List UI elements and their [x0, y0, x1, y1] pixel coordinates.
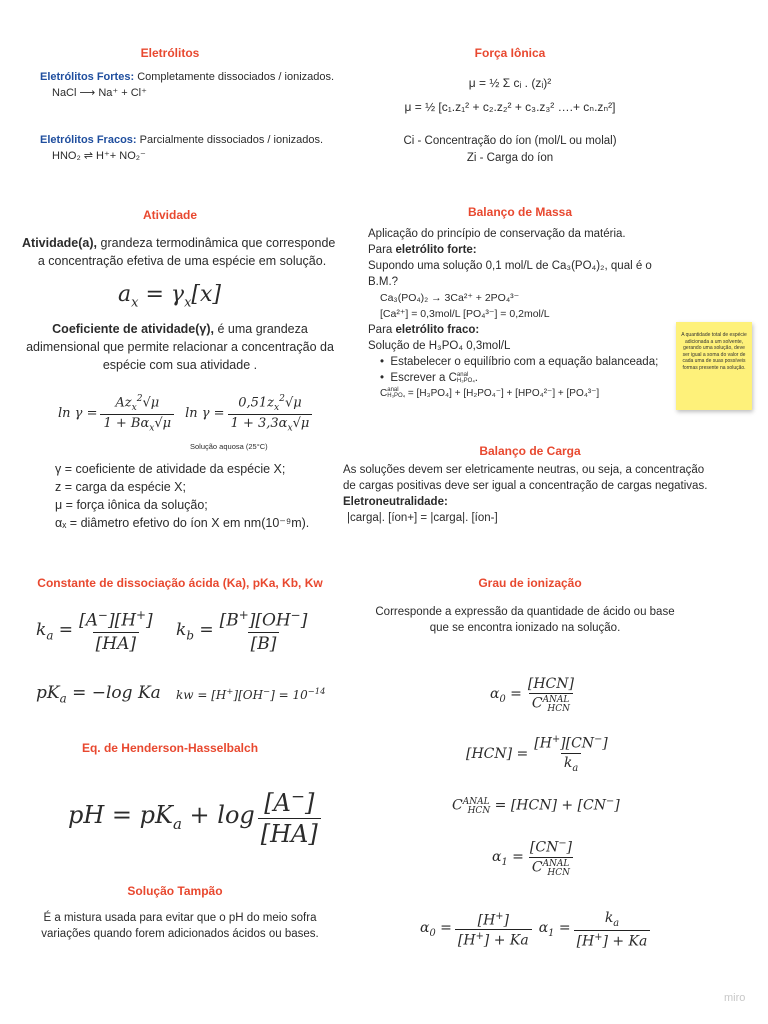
- balanco-massa-title: Balanço de Massa: [467, 205, 573, 219]
- coef-line-1: é uma grandeza: [217, 322, 308, 336]
- forca-def-2: Zi - Carga do íon: [466, 152, 554, 164]
- balanco-carga-body: [343, 462, 743, 526]
- coef-bold: Coeficiente de atividade(γ),: [52, 322, 215, 336]
- bm-line-2-pre: Para: [368, 244, 393, 256]
- atividade-intro-2: a concentração efetiva de uma espécie em solução.: [37, 254, 327, 268]
- fortes-text: Completamente dissociados / ionizados.: [137, 71, 335, 83]
- coef-line-2: adimensional que permite relacionar a concentração da: [26, 340, 334, 354]
- forca-formula-2: μ = ½ [c₁.z₁² + c₂.z₂² + c₃.z₃² ….+ cₙ.zₙ²]: [404, 100, 616, 114]
- fracos-label: Eletrólitos Fracos:: [40, 134, 137, 146]
- atividade-title: Atividade: [142, 208, 197, 222]
- atividade-formula: $a_x = \gamma_x[x]$: [118, 282, 221, 311]
- def-alpha: αₓ = diâmetro efetivo do íon X em nm(10⁻⁹m).: [55, 516, 310, 530]
- bm-bullet-1: • Estabelecer o equilíbrio com a equação balanceada;: [380, 356, 659, 368]
- atividade-intro-1: grandeza termodinâmica que corresponde: [100, 236, 336, 250]
- balanco-massa-body: [368, 226, 678, 402]
- sticky-note[interactable]: A quantidade total de espécie adicionada a um solvente, gerando uma solução, deve ser igual a soma do valor de cada uma de suas possíveis formas presente na solução.: [676, 322, 752, 410]
- eletrolitos-fracos: [40, 133, 360, 148]
- def-z: z = carga da espécie X;: [55, 480, 186, 494]
- bm-bullet-2-text: Escrever a C: [390, 372, 457, 384]
- tampao-line-1: É a mistura usada para evitar que o pH do meio sofra: [43, 912, 317, 924]
- tampao-line-2: variações quando forem adicionados ácidos ou bases.: [41, 928, 319, 940]
- coef-line-3: espécie com sua atividade .: [102, 358, 258, 372]
- bm-line-5: [Ca²⁺] = 0,3mol/L [PO₄³⁻] = 0,2mol/L: [380, 308, 550, 320]
- bm-line-8: C anal H₃PO₄ = [H₃PO₄] + [H₂PO₄⁻] + [HPO₄²⁻] + [PO₄³⁻]: [380, 387, 600, 400]
- def-mu: μ = força iônica da solução;: [55, 498, 208, 512]
- bm-line-1: Aplicação do princípio de conservação da matéria.: [368, 228, 626, 240]
- bm-bullet-1-text: Estabelecer o equilíbrio com a equação balanceada;: [390, 356, 659, 368]
- atividade-intro: [22, 234, 342, 270]
- bm-line-8-sub: H₃PO₄: [387, 393, 406, 400]
- bm-line-4: Ca₃(PO₄)₂ → 3Ca²⁺ + 2PO₄³⁻: [380, 292, 520, 304]
- ka-formula: $k_a$ = $\frac{[A^-][H^+]}{[HA]}$: [36, 608, 153, 654]
- bm-line-6-bold: eletrólito fraco:: [395, 324, 480, 336]
- bc-line-4: |carga|. [íon+] = |carga|. [íon-]: [347, 512, 498, 524]
- grau-title: Grau de ionização: [478, 576, 582, 590]
- bm-line-2-bold: eletrólito forte:: [395, 244, 477, 256]
- def-gamma: γ = coeficiente de atividade da espécie X;: [55, 462, 286, 476]
- eletrolitos-fortes: [40, 70, 350, 85]
- grau-line-1: Corresponde a expressão da quantidade de ácido ou base: [375, 606, 675, 618]
- coeficiente-text: [20, 320, 340, 374]
- eletrolitos-title: Eletrólitos: [140, 46, 200, 60]
- bc-line-2: de cargas positivas deve ser igual a concentração de cargas negativas.: [343, 480, 708, 492]
- atividade-definitions: [55, 460, 345, 532]
- grau-text: [350, 604, 700, 636]
- forca-formula-1: μ = ½ Σ cᵢ . (zᵢ)²: [468, 76, 552, 90]
- henderson-formula: pH = $pK_a + \log$ $\frac{[A^-]}{[HA]}$: [68, 786, 324, 848]
- bm-bullet-2-sub: H₃PO₄: [456, 377, 475, 384]
- henderson-title: Eq. de Henderson-Hasselbalch: [81, 741, 259, 755]
- bm-line-8-rest: = [H₃PO₄] + [H₂PO₄⁻] + [HPO₄²⁻] + [PO₄³⁻]: [405, 388, 600, 399]
- solucao-aquosa-note: Solução aquosa (25°C): [190, 442, 268, 451]
- bm-line-6-pre: Para: [368, 324, 393, 336]
- miro-watermark: miro: [724, 992, 746, 1004]
- alpha-ka-formulas: $\alpha_0$ = $\frac{[H^+]}{[H^+] + Ka}$ $\alpha_1$ = $\frac{k_a}{[H^+] + Ka}$: [420, 910, 653, 949]
- canal-formula: $C^{ANAL}_{HCN} = [HCN] + [CN^-]$: [452, 796, 620, 817]
- bm-line-3: Supondo uma solução 0,1 mol/L de Ca₃(PO₄)₂, qual é o B.M.?: [368, 260, 652, 288]
- fracos-equation: HNO₂ ⇌ H⁺+ NO₂⁻: [52, 150, 146, 162]
- bm-bullet-2-sup: anal: [456, 371, 469, 378]
- alpha0-formula: $\alpha_0$ = $\frac{\text{[HCN]}}{C^{ANAL}_{HCN}}$: [490, 676, 574, 715]
- atividade-bold: Atividade(a),: [22, 236, 98, 250]
- bc-line-3: Eletroneutralidade:: [343, 496, 448, 508]
- bm-line-7: Solução de H₃PO₄ 0,3mol/L: [368, 340, 511, 352]
- tampao-title: Solução Tampão: [127, 884, 223, 898]
- kb-formula: $k_b$ = $\frac{[B^+][OH^-]}{[B]}$: [176, 608, 308, 654]
- forca-def-1: Ci - Concentração do íon (mol/L ou molal): [403, 135, 617, 147]
- fortes-label: Eletrólitos Fortes:: [40, 71, 135, 83]
- pka-formula: $pK_a = -\log$ Ka: [36, 683, 161, 706]
- bm-line-8-sup: anal: [387, 387, 399, 394]
- kw-formula: kw = $[H^+][OH^-] = 10^{-14}$: [176, 686, 326, 702]
- balanco-carga-title: Balanço de Carga: [479, 444, 581, 458]
- debye-huckel-formula: ln γ = $\frac{Az_x^2√\mu}{1 + B\alpha_x√\mu}$ ln γ = $\frac{0,51z_x^2√\mu}{1 + 3,3\alpha_x√\mu}$: [58, 394, 315, 434]
- alpha1-formula: $\alpha_1$ = $\frac{[CN^-]}{C^{ANAL}_{HCN}}$: [492, 838, 573, 879]
- bm-bullet-2: • Escrever a C anal H₃PO₄ .: [380, 371, 478, 384]
- hcn-formula: [HCN] = $\frac{[H^+][CN^-]}{k_a}$: [466, 734, 608, 774]
- tampao-text: [20, 910, 340, 942]
- constante-title: Constante de dissociação ácida (Ka), pKa, Kb, Kw: [37, 576, 323, 590]
- fortes-equation: NaCl ⟶ Na⁺ + Cl⁺: [52, 87, 147, 99]
- fracos-text: Parcialmente dissociados / ionizados.: [139, 134, 324, 146]
- grau-line-2: que se encontra ionizado na solução.: [429, 622, 621, 634]
- forca-ionica-title: Força Iônica: [474, 46, 546, 60]
- bc-line-1: As soluções devem ser eletricamente neutras, ou seja, a concentração: [343, 464, 705, 476]
